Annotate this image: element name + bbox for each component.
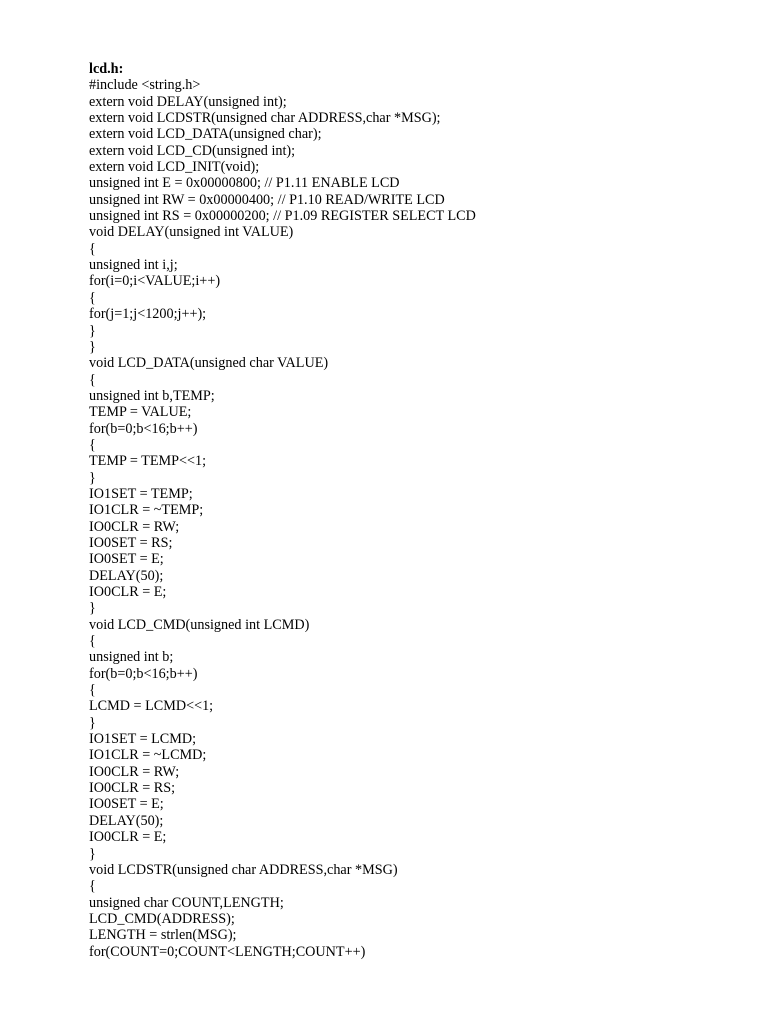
code-line: TEMP = TEMP<<1; — [89, 453, 207, 470]
code-line: IO0CLR = RW; — [89, 518, 180, 535]
code-line: IO0CLR = RS; — [89, 780, 176, 797]
code-line: IO0CLR = RW; — [89, 763, 180, 780]
code-line: } — [89, 600, 96, 617]
code-line: unsigned int RW = 0x00000400; // P1.10 READ/WRITE LCD — [89, 191, 445, 208]
code-line: IO1SET = LCMD; — [89, 731, 197, 748]
file-title: lcd.h: — [89, 61, 124, 77]
code-line: unsigned int b; — [89, 649, 174, 666]
code-line: extern void DELAY(unsigned int); — [89, 93, 287, 110]
code-line: { — [89, 682, 96, 699]
code-line: LCD_CMD(ADDRESS); — [89, 910, 235, 927]
code-line: unsigned int i,j; — [89, 257, 178, 274]
code-line: unsigned int b,TEMP; — [89, 387, 215, 404]
code-line: IO1CLR = ~LCMD; — [89, 747, 207, 764]
code-line: } — [89, 338, 96, 355]
code-line: LENGTH = strlen(MSG); — [89, 927, 237, 944]
code-line: } — [89, 845, 96, 862]
code-line: LCMD = LCMD<<1; — [89, 698, 214, 715]
code-line: { — [89, 371, 96, 388]
code-line: void LCD_CMD(unsigned int LCMD) — [89, 616, 310, 633]
code-line: IO0SET = RS; — [89, 534, 173, 551]
code-line: TEMP = VALUE; — [89, 404, 192, 421]
code-line: for(COUNT=0;COUNT<LENGTH;COUNT++) — [89, 943, 366, 960]
code-line: for(j=1;j<1200;j++); — [89, 306, 207, 323]
code-line: IO1SET = TEMP; — [89, 485, 193, 502]
code-line: unsigned int RS = 0x00000200; // P1.09 REGISTER SELECT LCD — [89, 208, 476, 225]
code-line: void DELAY(unsigned int VALUE) — [89, 224, 294, 241]
code-line: extern void LCDSTR(unsigned char ADDRESS,char *MSG); — [89, 110, 441, 127]
code-line: unsigned int E = 0x00000800; // P1.11 ENABLE LCD — [89, 175, 400, 192]
code-line: void LCDSTR(unsigned char ADDRESS,char *MSG) — [89, 861, 398, 878]
code-lines — [89, 77, 729, 960]
code-line: { — [89, 436, 96, 453]
code-line: { — [89, 289, 96, 306]
code-line: { — [89, 240, 96, 257]
code-line: extern void LCD_DATA(unsigned char); — [89, 126, 322, 143]
code-line: } — [89, 322, 96, 339]
code-line: for(i=0;i<VALUE;i++) — [89, 273, 221, 290]
code-line: { — [89, 878, 96, 895]
code-line: DELAY(50); — [89, 812, 164, 829]
code-line: unsigned char COUNT,LENGTH; — [89, 894, 284, 911]
code-line: DELAY(50); — [89, 567, 164, 584]
code-line: extern void LCD_CD(unsigned int); — [89, 142, 296, 159]
code-line: void LCD_DATA(unsigned char VALUE) — [89, 355, 329, 372]
code-line: for(b=0;b<16;b++) — [89, 665, 198, 682]
code-line: IO1CLR = ~TEMP; — [89, 502, 204, 519]
code-line: #include <string.h> — [89, 77, 201, 94]
code-line: IO0CLR = E; — [89, 584, 167, 600]
code-line: IO0SET = E; — [89, 551, 164, 568]
code-listing — [89, 61, 729, 960]
code-line: extern void LCD_INIT(void); — [89, 159, 260, 176]
code-line: for(b=0;b<16;b++) — [89, 420, 198, 437]
code-line: IO0CLR = E; — [89, 829, 167, 846]
code-line: IO0SET = E; — [89, 796, 164, 813]
code-line: { — [89, 633, 96, 650]
code-line: } — [89, 714, 96, 731]
code-line: } — [89, 469, 96, 486]
